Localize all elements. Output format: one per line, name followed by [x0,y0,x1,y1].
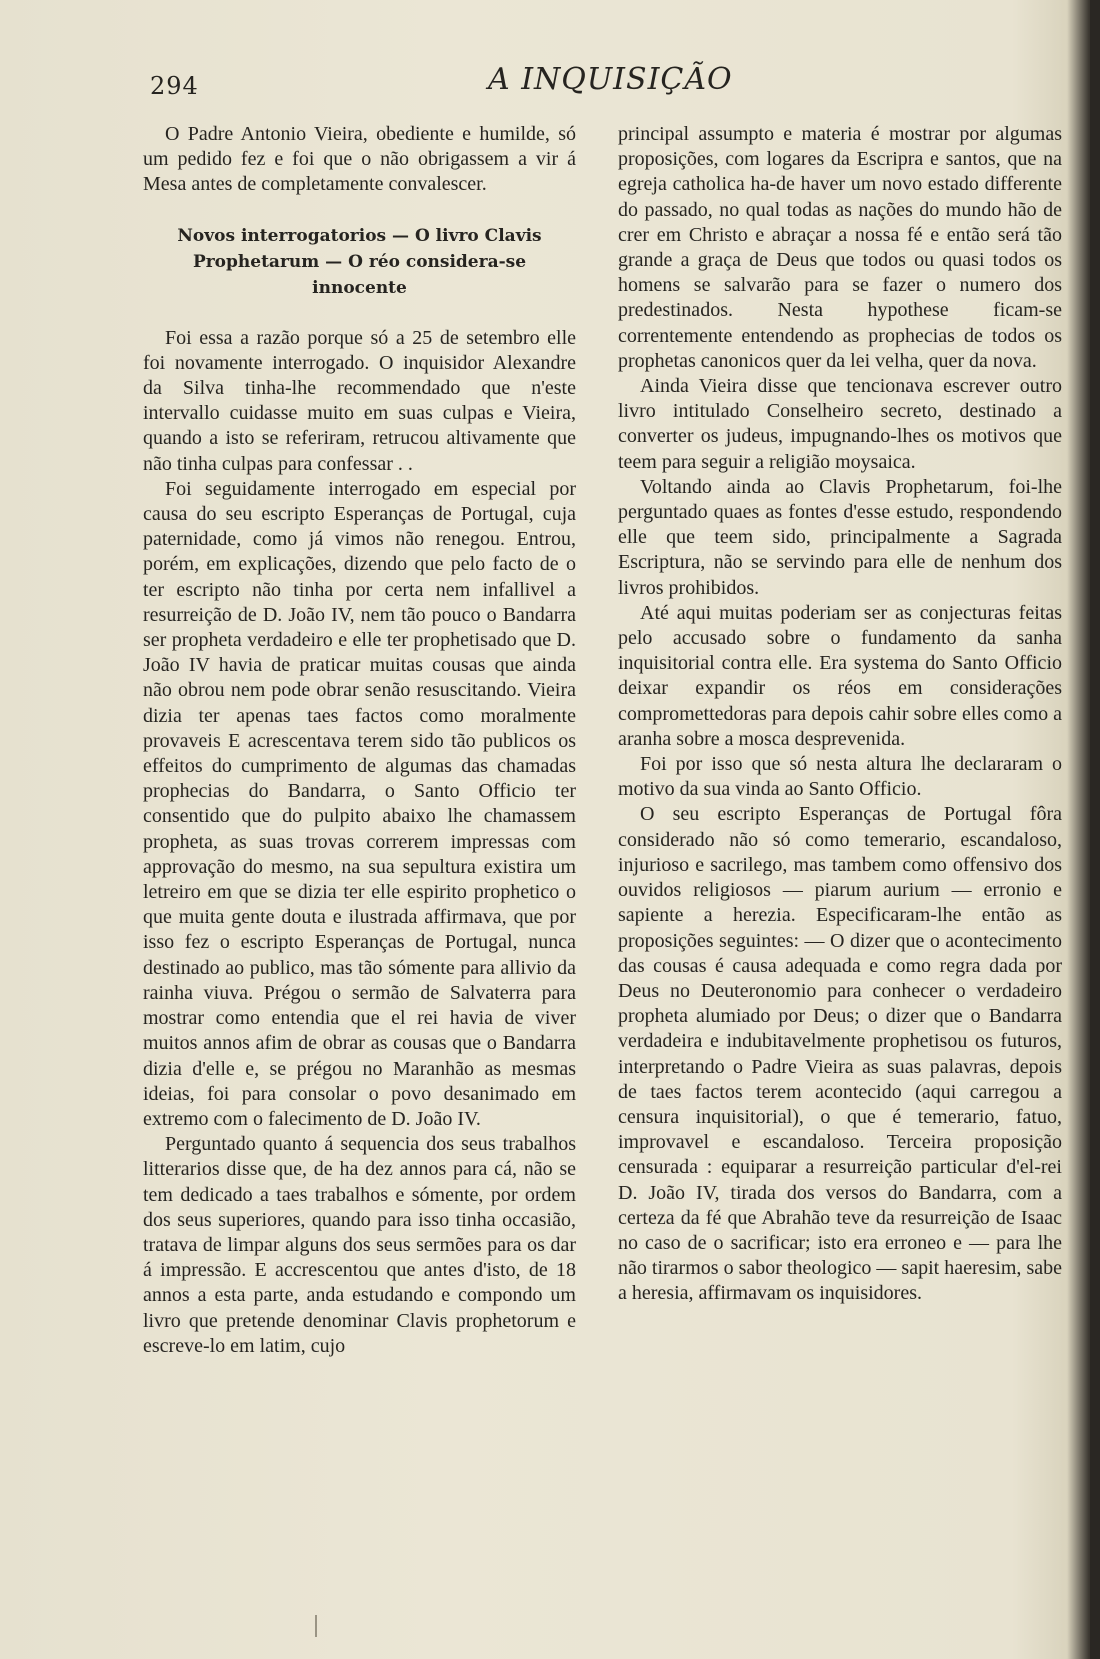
page-number: 294 [150,72,199,100]
running-title: A INQUISIÇÃO [488,62,733,97]
right-column [618,122,1062,1307]
paragraph: Foi essa a razão porque só a 25 de setembro elle foi novamente interrogado. O inquisidor Alexandre da Silva tinha-lhe recommendado que n'este intervallo cuidasse muito em suas culpas e Vieira, quando a isto se referiram, retrucou altivamente que não tinha culpas para confessar . . [143,326,576,475]
paragraph: Foi seguidamente interrogado em especial por causa do seu escripto Esperanças de Portugal, cuja paternidade, como já vimos não renegou. Entrou, porém, em explicações, dizendo que pelo facto de o ter escripto não tinha por certa nem infallivel a resurreição de D. João IV, nem tão pouco o Bandarra ser propheta verdadeiro e elle ter prophetisado que D. João IV havia de praticar muitas cousas que ainda não obrou nem pode obrar senão resuscitando. Vieira dizia ter apenas taes factos como moralmente provaveis E acrescentava terem sido tão publicos os effeitos do cumprimento de algumas das chamadas prophecias do Bandarra, o Santo Officio ter consentido que do pulpito abaixo lhe chamassem propheta, as suas trovas correrem impressas com approvação do mesmo, na sua sepultura existira um letreiro em que se dizia ter elle espirito prophetico o que muita gente douta e ilustrada affirmava, que por isso fez o escripto Esperanças de Portugal, nunca destinado ao publico, mas tão sómente para allivio da rainha viuva. Prégou o sermão de Salvaterra para mostrar como entendia que el rei havia de viver muitos annos afim de obrar as cousas que o Bandarra dizia d'elle e, se prégou no Maranhão as mesmas ideias, foi para consolar o povo desanimado em extremo com o falecimento de D. João IV. [143,477,576,1130]
paragraph: Foi por isso que só nesta altura lhe declararam o motivo da sua vinda ao Santo Officio. [618,753,1062,801]
section-heading: Novos interrogatorios — O livro Clavis Prophetarum — O réo considera-se innocente [177,225,542,298]
page-edge [1090,0,1100,1659]
paragraph: Ainda Vieira disse que tencionava escrever outro livro intitulado Conselheiro secreto, destinado a converter os judeus, impugnando-lhes os motivos que teem para seguir a religião moysaica. [618,375,1062,473]
paragraph: Até aqui muitas poderiam ser as conjecturas feitas pelo accusado sobre o fundamento da sanha inquisitorial contra elle. Era systema do Santo Officio deixar expandir os réos em considerações compromettedoras para depois cahir sobre elles como a aranha sobre a mosca desprevenida. [618,601,1062,750]
left-column [143,122,576,1359]
paragraph: Perguntado quanto á sequencia dos seus trabalhos litterarios disse que, de ha dez annos para cá, não se tem dedicado a taes trabalhos e sómente, por ordem dos seus superiores, quando para isso tinha occasião, tratava de limpar alguns dos seus sermões para os dar á impressão. E accrescentou que antes d'isto, de 18 annos a esta parte, anda estudando e compondo um livro que pretende denominar Clavis prophetorum e escreve-lo em latim, cujo [143,1133,576,1357]
paragraph: Voltando ainda ao Clavis Prophetarum, foi-lhe perguntado quaes as fontes d'esse estudo, respondendo elle que teem sido, principalmente a Sagrada Escriptura, não se servindo para elle de nenhum dos livros prohibidos. [618,475,1062,599]
printer-mark [315,1615,317,1637]
paragraph: O Padre Antonio Vieira, obediente e humilde, só um pedido fez e foi que o não obrigassem a vir á Mesa antes de completamente convalescer. [143,123,576,196]
paragraph: O seu escripto Esperanças de Portugal fôra considerado não só como temerario, escandaloso, injurioso e sacrilego, mas tambem como offensivo dos ouvidos religiosos — piarum aurium — erronio e sapiente a herezia. Especificaram-lhe então as proposições seguintes: — O dizer que o acontecimento das cousas é causa adequada e como regra dada por Deus no Deuteronomio para conhecer o verdadeiro propheta alumiado por Deus; o dizer que o Bandarra verdadeira e indubitavelmente prophetisou os futuros, interpretando o Padre Vieira as suas palavras, depois de taes factos terem acontecido (aqui carregou a censura inquisitorial), o que é temerario, fatuo, improvavel e escandaloso. Terceira proposição censurada : equiparar a resurreição particular d'el-rei D. João IV, tirada dos versos do Bandarra, com a certeza da fé que Abrahão teve da resurreição de Isaac no caso de o sacrificar; isto era erroneo e — para lhe não tirarmos o sabor theologico — sapit haeresim, sabe a heresia, affirmavam os inquisidores. [618,803,1062,1305]
page-header [150,62,1070,102]
paragraph: principal assumpto e materia é mostrar por algumas proposições, com logares da Escripra e santos, que na egreja catholica ha-de haver um novo estado differente do passado, no qual todas as nações do mundo hão de crer em Christo e abraçar a nossa fé e então será tão grande a graça de Deus que todos ou quasi todos os homens se salvarão para se fazer o numero dos predestinados. Nesta hypothese ficam-se correntemente entendendo as prophecias de todos os prophetas canonicos quer da lei velha, quer da nova. [618,123,1062,372]
